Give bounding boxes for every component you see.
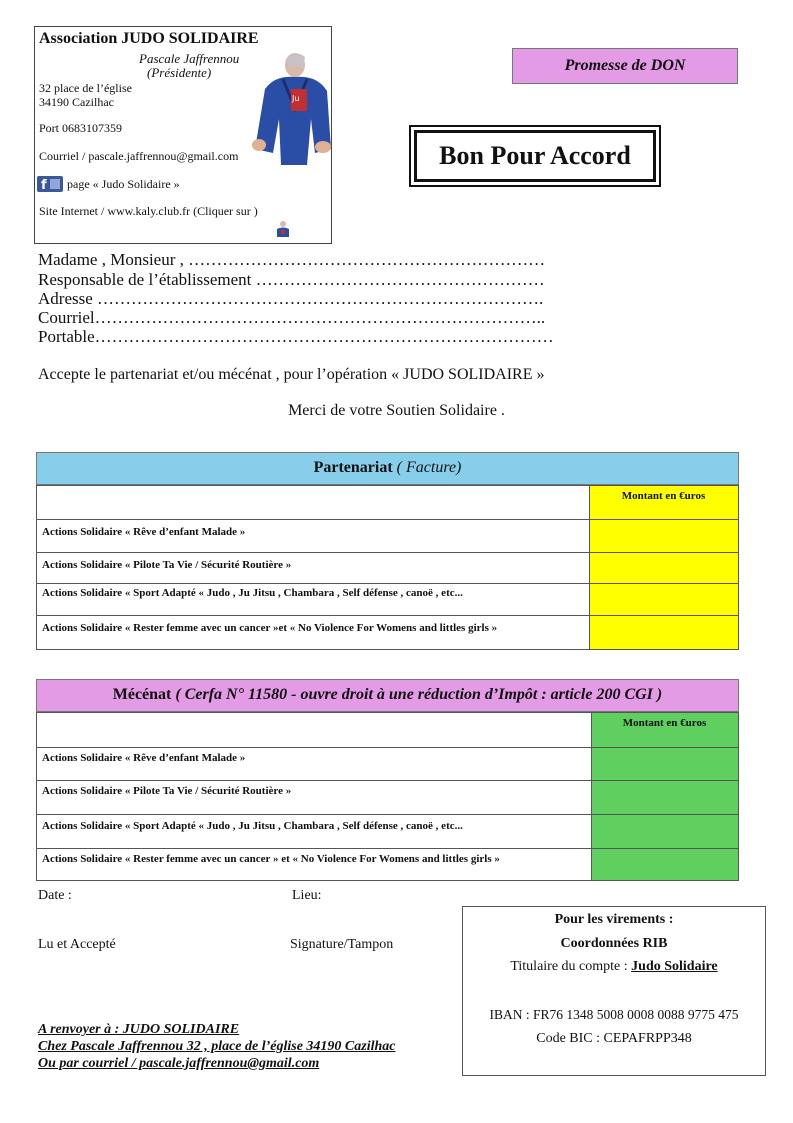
svg-text:Ju: Ju <box>292 94 300 103</box>
small-judoka-icon[interactable] <box>275 220 291 238</box>
table-row <box>37 615 738 650</box>
table-row <box>37 848 738 882</box>
responsable-field[interactable]: Responsable de l’établissement …………………………………………… <box>38 270 545 289</box>
association-title: Association JUDO SOLIDAIRE <box>39 30 259 47</box>
partenariat-subtitle: ( Facture) <box>396 459 462 476</box>
mecenat-row-label: Actions Solidaire « Rêve d’enfant Malade » <box>42 752 246 764</box>
partenariat-table <box>36 485 739 650</box>
phone-line: Port 0683107359 <box>39 121 123 135</box>
return-line-3[interactable]: Ou par courriel / pascale.jaffrennou@gmail.com <box>38 1056 320 1071</box>
table-row <box>37 519 738 552</box>
madame-monsieur-field[interactable]: Madame , Monsieur , ……………………………………………………… <box>38 250 546 269</box>
address-line-1: 32 place de l’église <box>39 81 132 95</box>
president-role: (Présidente) <box>147 65 212 80</box>
portable-field[interactable]: Portable……………………………………………………………………… <box>38 327 554 346</box>
lieu-label[interactable]: Lieu: <box>292 888 322 903</box>
partenariat-row-label: Actions Solidaire « Rêve d’enfant Malade » <box>42 526 246 538</box>
return-line-1: A renvoyer à : JUDO SOLIDAIRE <box>38 1022 240 1037</box>
signature-label[interactable]: Signature/Tampon <box>290 937 394 952</box>
mecenat-row-label: Actions Solidaire « Rester femme avec un cancer » et « No Violence For Womens and littles girls » <box>42 853 500 865</box>
judoka-illustration-icon <box>245 49 333 169</box>
association-info-box <box>34 26 332 244</box>
mecenat-header <box>36 679 739 712</box>
table-row <box>37 583 738 614</box>
courriel-field[interactable]: Courriel…………………………………………………………………….. <box>38 308 546 327</box>
partenariat-header <box>36 452 739 485</box>
date-label[interactable]: Date : <box>38 888 72 903</box>
rib-iban: IBAN : FR76 1348 5008 0008 0088 9775 475 <box>489 1007 739 1022</box>
bon-pour-accord-title: Bon Pour Accord <box>414 130 656 182</box>
mecenat-title: Mécénat <box>112 686 172 703</box>
table-row <box>37 747 738 780</box>
table-row <box>37 780 738 814</box>
rib-subtitle: Coordonnées RIB <box>560 936 668 951</box>
thanks-statement: Merci de votre Soutien Solidaire . <box>288 402 505 419</box>
rib-holder-label: Titulaire du compte : <box>510 959 632 974</box>
svg-text:f: f <box>41 178 47 193</box>
rib-holder-name: Judo Solidaire <box>631 959 718 974</box>
president-name: Pascale Jaffrennou <box>139 51 240 66</box>
address-line-2: 34190 Cazilhac <box>39 95 114 109</box>
partenariat-amount-header: Montant en €uros <box>621 490 706 502</box>
partenariat-row-label: Actions Solidaire « Rester femme avec un cancer »et « No Violence For Womens and littles girls » <box>42 622 498 634</box>
partenariat-title: Partenariat <box>313 459 393 476</box>
rib-box <box>462 906 766 1076</box>
return-line-2: Chez Pascale Jaffrennou 32 , place de l’église 34190 Cazilhac <box>38 1039 396 1054</box>
lu-et-accepte-label: Lu et Accepté <box>38 937 116 952</box>
partenariat-row-label: Actions Solidaire « Sport Adapté « Judo , Ju Jitsu , Chambara , Self défense , canoë , etc... <box>42 587 463 599</box>
mecenat-amount-header: Montant en €uros <box>622 717 707 729</box>
mecenat-table <box>36 712 739 881</box>
mecenat-subtitle: ( Cerfa N° 11580 - ouvre droit à une réduction d’Impôt : article 200 CGI ) <box>175 686 663 703</box>
promesse-de-don-label: Promesse de DON <box>512 48 738 84</box>
partenariat-row-label: Actions Solidaire « Pilote Ta Vie / Sécurité Routière » <box>42 559 292 571</box>
website-line[interactable]: Site Internet / www.kaly.club.fr (Cliquer sur ) <box>39 204 258 218</box>
accept-statement: Accepte le partenariat et/ou mécénat , pour l’opération « JUDO SOLIDAIRE » <box>38 366 545 383</box>
table-row <box>37 814 738 848</box>
facebook-page-line[interactable]: page « Judo Solidaire » <box>67 177 180 191</box>
rib-title: Pour les virements : <box>554 912 674 927</box>
mecenat-row-label: Actions Solidaire « Sport Adapté « Judo , Ju Jitsu , Chambara , Self défense , canoë , etc... <box>42 820 463 832</box>
table-row <box>37 552 738 585</box>
email-line[interactable]: Courriel / pascale.jaffrennou@gmail.com <box>39 149 239 163</box>
rib-holder <box>463 959 765 975</box>
mecenat-row-label: Actions Solidaire « Pilote Ta Vie / Sécurité Routière » <box>42 785 292 797</box>
facebook-icon[interactable] <box>37 174 63 194</box>
adresse-field[interactable]: Adresse ……………………………………………………………………. <box>38 289 544 308</box>
rib-bic: Code BIC : CEPAFRPP348 <box>536 1031 692 1046</box>
